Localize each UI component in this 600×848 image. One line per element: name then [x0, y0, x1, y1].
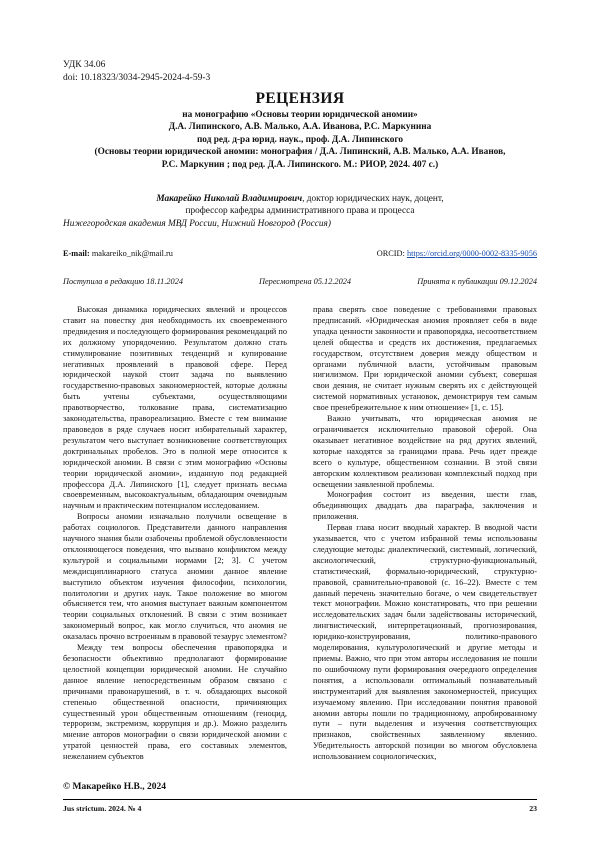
author-block	[63, 193, 537, 230]
author-name: Макарейко Николай Владимирович	[156, 194, 303, 204]
author-affiliation: Нижегородская академия МВД России, Нижний Новгород (Россия)	[63, 218, 331, 229]
email-address: makareiko_nik@mail.ru	[91, 249, 173, 258]
subtitle-line: Д.А. Липинского, А.В. Малько, А.А. Иванова, Р.С. Маркунина	[168, 122, 432, 133]
paragraph-continued: права сверять свое поведение с требованиями правовых предписаний. «Юридическая аномия проявляет себя в виде упадка ценности законности и правопорядка, несоответствием целей общества и средств их достижения, предлагаемых государством, отсутствием доверия между обществом и органами публичной власти, устойчивым правовым нигилизмом. При юридической аномии субъект, совершая свои деяния, не считает нужным сверять их с действующей системой нормативных установок, демонстрируя тем самым свое пренебрежительное к ним отношение» [1, с. 15].	[313, 305, 537, 413]
footer-divider	[63, 799, 537, 800]
paragraph: Между тем вопросы обеспечения правопорядка и безопасности объективно предполагают формирование целостной концепции юридической аномии. Не случайно данное явление непосредственным образом связано с причинами правонарушений, в т. ч. обладающих высокой степенью общественной опасности, причиняющих существенный урон общественным отношениям (геноцид, терроризм, экстремизм, коррупция и др.). Можно разделить мнение авторов монографии о связи юридической аномии с утратой ценностей права, его составных элементов, нежеланием субъектов	[63, 643, 287, 762]
contact-line	[63, 249, 537, 258]
page-title: РЕЦЕНЗИЯ	[255, 90, 345, 107]
article-header	[63, 59, 210, 85]
received-date: Поступила в редакцию 18.11.2024	[63, 277, 183, 286]
orcid-link[interactable]: https://orcid.org/0000-0002-8335-9056	[406, 249, 537, 258]
author-degree: , доктор юридических наук, доцент,	[302, 194, 444, 204]
subtitle-line: под ред. д-ра юрид. наук., проф. Д.А. Липинского	[196, 134, 404, 145]
journal-name: Jus strictum. 2024. № 4	[63, 804, 142, 813]
doi: doi: 10.18323/3034-2945-2024-4-59-3	[63, 73, 211, 83]
review-subject	[63, 109, 537, 171]
copyright: © Макарейко Н.В., 2024	[63, 782, 166, 792]
page-number: 23	[529, 804, 537, 813]
paragraph: Монография состоит из введения, шести глав, объединяющих двадцать два параграфа, заключения и приложения.	[313, 490, 537, 522]
author-position: профессор кафедры административного права и процесса	[185, 206, 415, 217]
revised-date: Пересмотрена 05.12.2024	[259, 277, 352, 286]
accepted-date: Принята к публикации 09.12.2024	[417, 277, 537, 286]
paragraph: Важно учитывать, что юридическая аномия не ограничивается исключительно правовой сферой. Она оказывает негативное воздействие на ряд других явлений, которые находятся за границами права. Речь идет прежде всего о культуре, общественном сознании. В этой связи авторским коллективом реализован комплексный подход при освещении заявленной проблемы.	[313, 414, 537, 489]
paragraph: Первая глава носит вводный характер. В вводной части указывается, что с учетом избранной темы использованы следующие методы: диалектический, системный, логический, аксиологический, структурно-функциональный, статистический, формально-юридический, структурно-правовой, сравнительно-правовой (с. 16–22). Вместе с тем данный перечень значительно богаче, о чем свидетельствует текст монографии. Можно констатировать, что при решении исследовательских задач были задействованы исторический, лингвистический, интерпретационный, прогнозирования, юридико-конструирования, политико-правового моделирования, культурологический и другие методы и приемы. Важно, что при этом авторы исследования не пошли по ошибочному пути формирования очередного определения понятия, а использовали оптимальный познавательный инструментарий для выявления закономерностей, присущих изучаемому явлению. При исследовании понятия правовой аномии авторы пошли по традиционному, апробированному пути – пути выделения и изучения соответствующих признаков, свойственных заявленному явлению. Убедительность авторской позиции во многом обусловлена использованием социологических,	[313, 523, 537, 762]
subtitle-line: на монографию «Основы теории юридической аномии»	[182, 110, 418, 120]
subtitle-line: (Основы теории юридической аномии: монография / Д.А. Липинский, А.В. Малько, А.А. Иванов,	[94, 147, 506, 158]
left-column	[63, 305, 287, 763]
page-footer	[63, 804, 537, 813]
udc-code: УДК 34.06	[63, 60, 106, 70]
paragraph: Вопросы аномии изначально получили освещение в работах социологов. Представители данного направления научного знания были озабочены проблемой обусловленности отклоняющегося поведения, что вызвано конфликтом между культурой и социальными нормами [2; 3]. С учетом междисциплинарного статуса аномии данное явление выступило объектом изучения философии, психологии, политологии и других наук. Такое положение во многом объясняется тем, что аномия выступает важным компонентом теории социальных отклонений. В связи с этим возникает закономерный вопрос, как могло случиться, что аномия не оказалась прочно встроенным в правовой тезаурус элементом?	[63, 512, 287, 642]
paragraph: Высокая динамика юридических явлений и процессов ставит на повестку дня необходимость их своевременного предвидения и последующего формирования рекомендаций по их должному упорядочению. Результатом должно стать стимулирование позитивных тенденций и купирование негативных проявлений в правовой сфере. Перед юридической наукой стоит задача по выявлению государственно-правовых закономерностей, которые должны быть учтены субъектами, осуществляющими правотворчество, толкование права, систематизацию законодательства, правореализацию. Вместе с тем внимание правоведов в ряде случаев носит избирательный характер, результатом чего выступает возникновение соответствующих доктринальных пробелов. Это в полной мере относится к юридической аномии. В связи с этим монографию «Основы теории юридической аномии», изданную под редакцией профессора Д.А. Липинского [1], следует признать весьма своевременным, высокоактуальным, обладающим очевидным научным и практическим потенциалом исследованием.	[63, 305, 287, 511]
email-label: E-mail:	[63, 249, 90, 258]
orcid-label: ORCID:	[376, 249, 405, 258]
right-column	[313, 305, 537, 763]
subtitle-line: Р.С. Маркунин ; под ред. Д.А. Липинского. М.: РИОР, 2024. 407 с.)	[161, 159, 439, 170]
